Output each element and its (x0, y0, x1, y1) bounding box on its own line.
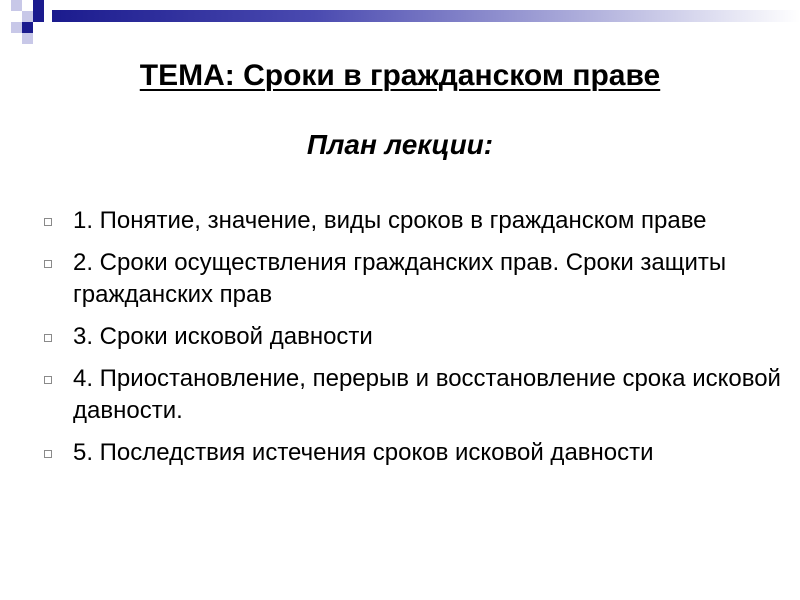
list-item-text: 3. Сроки исковой давности (73, 323, 373, 350)
checker-square-icon (22, 33, 33, 44)
checker-square-icon (22, 22, 33, 33)
list-item-text: 2. Сроки осуществления гражданских прав. Сроки защиты гражданских прав (73, 249, 727, 308)
top-gradient-band (52, 10, 800, 22)
list-item-text: 4. Приостановление, перерыв и восстановление срока исковой давности. (73, 365, 781, 424)
checker-square-icon (11, 11, 22, 22)
list-item (40, 437, 785, 469)
lecture-plan-list (40, 205, 785, 479)
list-item (40, 205, 785, 237)
checker-square-icon (11, 22, 22, 33)
list-item (40, 247, 785, 311)
list-item (40, 321, 785, 353)
square-outline-bullet-icon (44, 376, 52, 384)
list-item-text: 1. Понятие, значение, виды сроков в гражданском праве (73, 207, 707, 234)
square-outline-bullet-icon (44, 218, 52, 226)
checker-square-icon (0, 11, 11, 22)
checker-square-icon (22, 0, 33, 11)
checker-squares-decoration (0, 0, 64, 46)
checker-square-icon (11, 0, 22, 11)
checker-square-icon (33, 11, 44, 22)
square-outline-bullet-icon (44, 260, 52, 268)
slide-subtitle: План лекции: (306, 129, 494, 160)
square-outline-bullet-icon (44, 334, 52, 342)
square-outline-bullet-icon (44, 450, 52, 458)
list-item-text: 5. Последствия истечения сроков исковой давности (73, 439, 654, 466)
slide-title: ТЕМА: Сроки в гражданском праве (139, 59, 661, 92)
checker-square-icon (33, 0, 44, 11)
list-item (40, 363, 785, 427)
checker-square-icon (22, 11, 33, 22)
